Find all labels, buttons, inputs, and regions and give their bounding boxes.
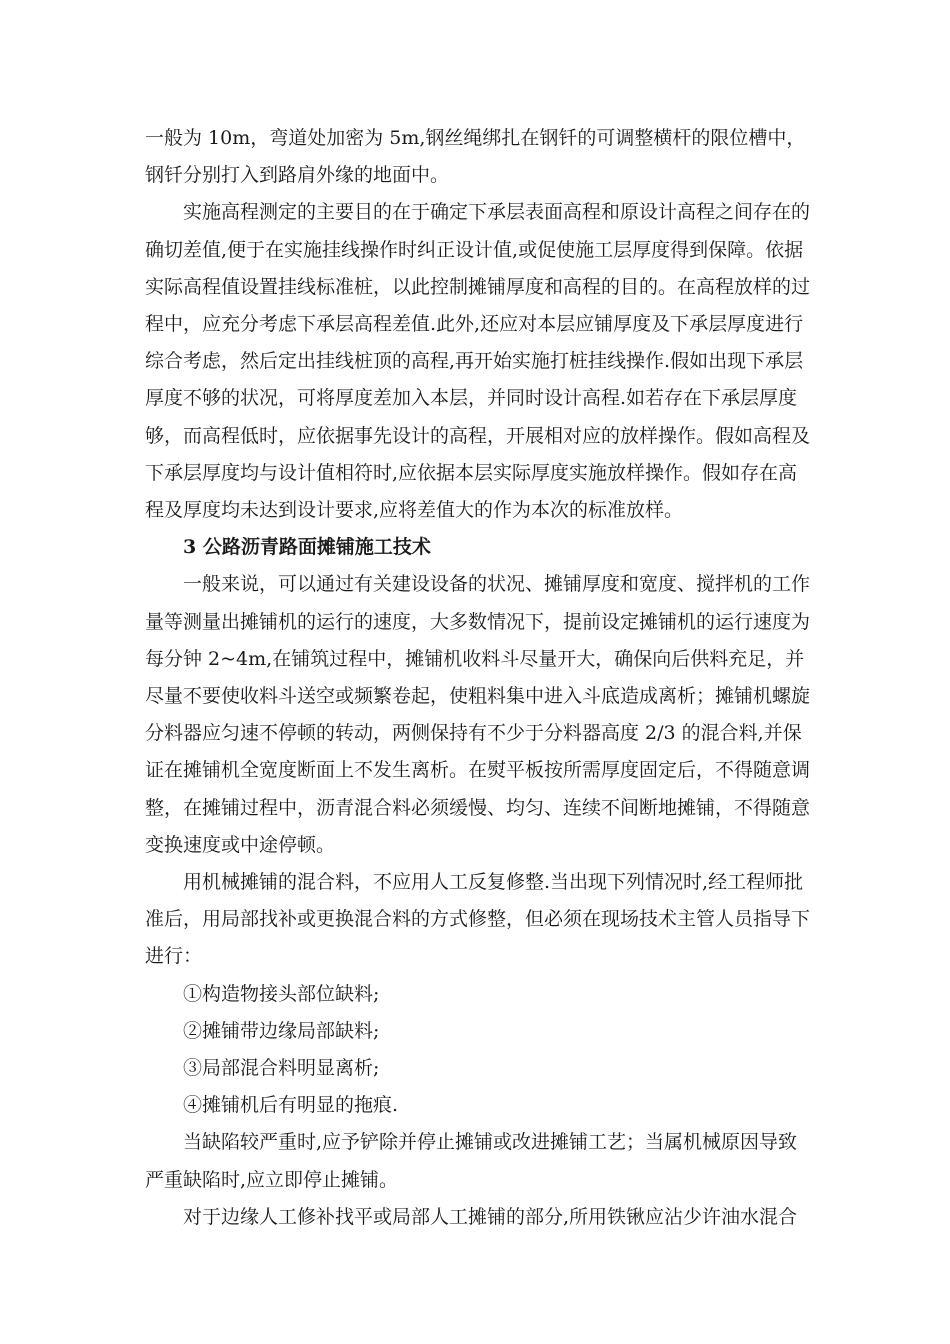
- paragraph-defect-handling: 当缺陷较严重时,应予铲除并停止摊铺或改进摊铺工艺；当属机械原因导致严重缺陷时,应立即停止摊铺。: [145, 1131, 798, 1191]
- paragraph-elevation-survey: 实施高程测定的主要目的在于确定下承层表面高程和原设计高程之间存在的确切差值,便于在实施挂线操作时纠正设计值,或促使施工层厚度得到保障。依据实际高程值设置挂线标准桩，以此控制摊铺厚度和高程的目的。在高程放样的过程中，应充分考虑下承层高程差值.此外,还应对本层应铺厚度及下承层厚度进行综合考虑，然后定出挂线桩顶的高程,再开始实施打桩挂线操作.假如出现下承层厚度不够的状况，可将厚度差加入本层，并同时设计高程.如若存在下承层厚度够，而高程低时，应依据事先设计的高程，开展相对应的放样操作。假如高程及下承层厚度均与设计值相符时,应依据本层实际厚度实施放样操作。假如存在高程及厚度均未达到设计要求,应将差值大的作为本次的标准放样。: [145, 201, 811, 522]
- list-item: ④摊铺机后有明显的拖痕.: [183, 1094, 399, 1117]
- document-body: [145, 120, 810, 1236]
- paragraph-manual-repair: 用机械摊铺的混合料，不应用人工反复修整.当出现下列情况时,经工程师批准后，用局部找补或更换混合料的方式修整，但必须在现场技术主管人员指导下进行：: [145, 871, 811, 968]
- paragraph-paving-speed: 一般来说，可以通过有关建设设备的状况、摊铺厚度和宽度、搅拌机的工作量等测量出摊铺机的运行的速度，大多数情况下，提前设定摊铺机的运行速度为每分钟 2~4m,在铺筑过程中，摊铺机收料斗尽量开大，确保向后供料充足，并尽量不要使收料斗送空或频繁卷起，使粗料集中进入斗底造成离析；摊铺机螺旋分料器应匀速不停顿的转动，两侧保持有不少于分料器高度 2/3 的混合料,并保证在摊铺机全宽度断面上不发生离析。在熨平板按所需厚度固定后，不得随意调整，在摊铺过程中，沥青混合料必须缓慢、均匀、连续不间断地摊铺，不得随意变换速度或中途停顿。: [145, 573, 811, 856]
- section-heading: 3 公路沥青路面摊铺施工技术: [183, 536, 431, 559]
- paragraph-edge-repair: 对于边缘人工修补找平或局部人工摊铺的部分,所用铁锹应沾少许油水混合: [183, 1205, 798, 1228]
- list-item: ①构造物接头部位缺料;: [183, 982, 380, 1005]
- list-item: ③局部混合料明显离析;: [183, 1057, 380, 1080]
- paragraph-continuation: 一般为 10m，弯道处加密为 5m,钢丝绳绑扎在钢钎的可调整横杆的限位槽中，钢钎分别打入到路肩外缘的地面中。: [145, 127, 806, 187]
- list-item: ②摊铺带边缘局部缺料;: [183, 1019, 380, 1042]
